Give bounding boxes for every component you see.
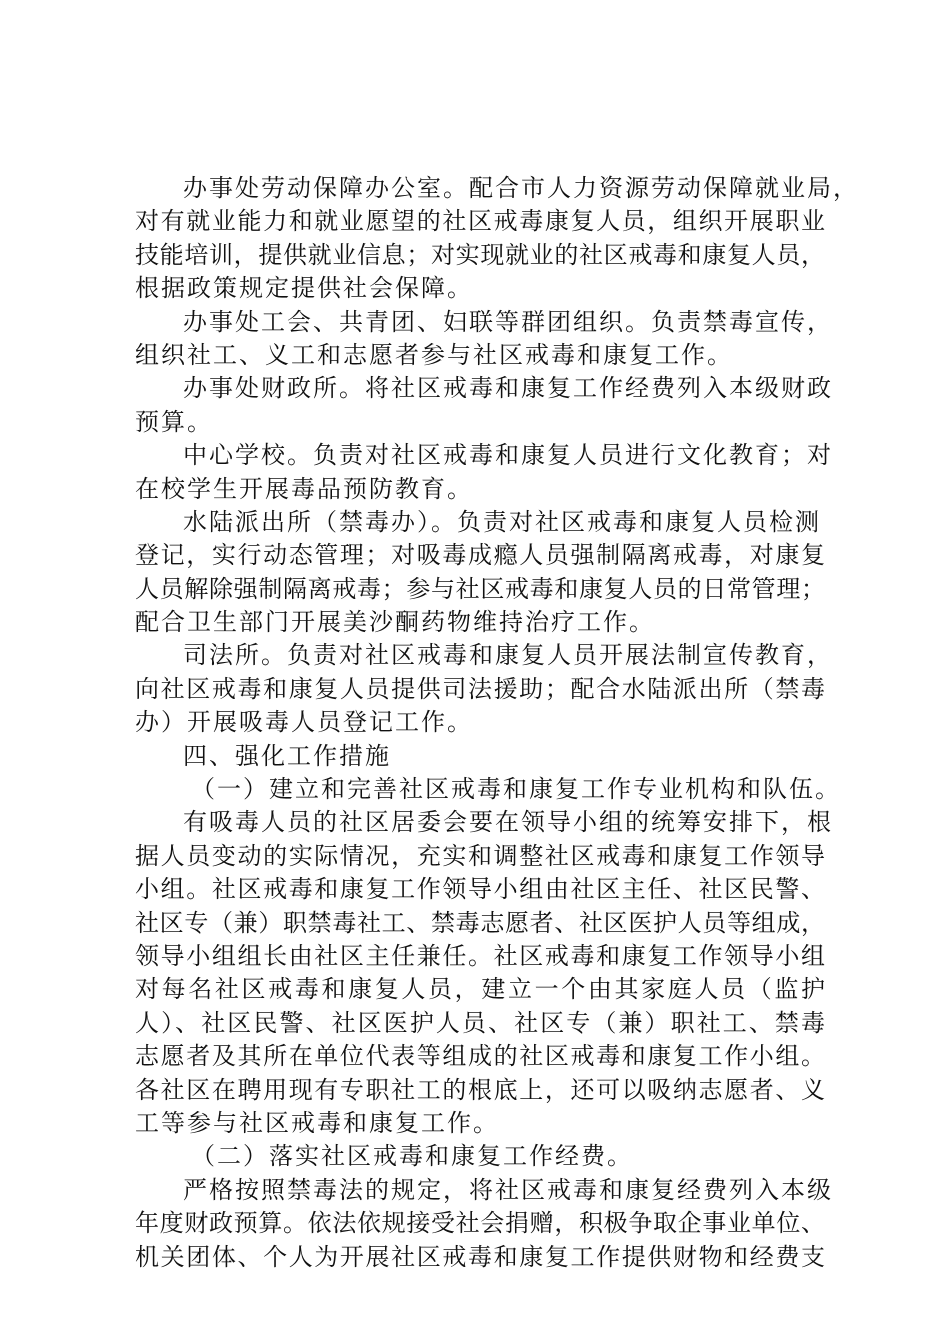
text-line: 严格按照禁毒法的规定，将社区戒毒和康复经费列入本级 bbox=[183, 1175, 833, 1204]
text-line: 办事处财政所。将社区戒毒和康复工作经费列入本级财政 bbox=[183, 374, 833, 403]
text-line: 在校学生开展毒品预防教育。 bbox=[135, 474, 473, 503]
text-line: 小组。社区戒毒和康复工作领导小组由社区主任、社区民警、 bbox=[135, 875, 825, 904]
text-line: 水陆派出所（禁毒办）。负责对社区戒毒和康复人员检测 bbox=[183, 507, 821, 536]
text-line: 社区专（兼）职禁毒社工、禁毒志愿者、社区医护人员等组成， bbox=[135, 908, 825, 937]
subsection-heading: （一）建立和完善社区戒毒和康复工作专业机构和队伍。 bbox=[191, 775, 841, 804]
text-line: 司法所。负责对社区戒毒和康复人员开展法制宣传教育， bbox=[183, 641, 833, 670]
text-line: 对有就业能力和就业愿望的社区戒毒康复人员，组织开展职业 bbox=[135, 207, 825, 236]
text-line: 组织社工、义工和志愿者参与社区戒毒和康复工作。 bbox=[135, 340, 733, 369]
text-line: 各社区在聘用现有专职社工的根底上，还可以吸纳志愿者、义 bbox=[135, 1075, 825, 1104]
text-line: 办事处劳动保障办公室。配合市人力资源劳动保障就业局， bbox=[183, 174, 859, 202]
text-line: 对每名社区戒毒和康复人员，建立一个由其家庭人员（监护 bbox=[135, 975, 825, 1004]
text-line: 有吸毒人员的社区居委会要在领导小组的统筹安排下，根 bbox=[183, 808, 833, 837]
text-line: 办事处工会、共青团、妇联等群团组织。负责禁毒宣传， bbox=[183, 307, 833, 336]
text-line: 工等参与社区戒毒和康复工作。 bbox=[135, 1108, 499, 1137]
text-line: 向社区戒毒和康复人员提供司法援助；配合水陆派出所（禁毒 bbox=[135, 674, 825, 703]
text-line: 根据政策规定提供社会保障。 bbox=[135, 274, 473, 303]
text-line: 预算。 bbox=[135, 407, 213, 436]
section-heading: 四、强化工作措施 bbox=[183, 741, 391, 770]
subsection-heading: （二）落实社区戒毒和康复工作经费。 bbox=[191, 1142, 633, 1171]
text-line: 机关团体、个人为开展社区戒毒和康复工作提供财物和经费支 bbox=[135, 1242, 825, 1271]
document-page bbox=[135, 172, 859, 1274]
text-line: 领导小组组长由社区主任兼任。社区戒毒和康复工作领导小组 bbox=[135, 941, 825, 970]
text-line: 办）开展吸毒人员登记工作。 bbox=[135, 708, 473, 737]
text-line: 人员解除强制隔离戒毒；参与社区戒毒和康复人员的日常管理； bbox=[135, 574, 825, 603]
text-line: 年度财政预算。依法依规接受社会捐赠，积极争取企事业单位、 bbox=[135, 1209, 825, 1238]
text-line: 配合卫生部门开展美沙酮药物维持治疗工作。 bbox=[135, 608, 655, 637]
text-line: 技能培训，提供就业信息；对实现就业的社区戒毒和康复人员， bbox=[135, 240, 825, 269]
text-line: 志愿者及其所在单位代表等组成的社区戒毒和康复工作小组。 bbox=[135, 1042, 825, 1071]
text-line: 登记，实行动态管理；对吸毒成瘾人员强制隔离戒毒，对康复 bbox=[135, 541, 825, 570]
text-line: 中心学校。负责对社区戒毒和康复人员进行文化教育；对 bbox=[183, 441, 833, 470]
text-line: 人）、社区民警、社区医护人员、社区专（兼）职社工、禁毒 bbox=[135, 1008, 825, 1037]
text-line: 据人员变动的实际情况，充实和调整社区戒毒和康复工作领导 bbox=[135, 841, 825, 870]
